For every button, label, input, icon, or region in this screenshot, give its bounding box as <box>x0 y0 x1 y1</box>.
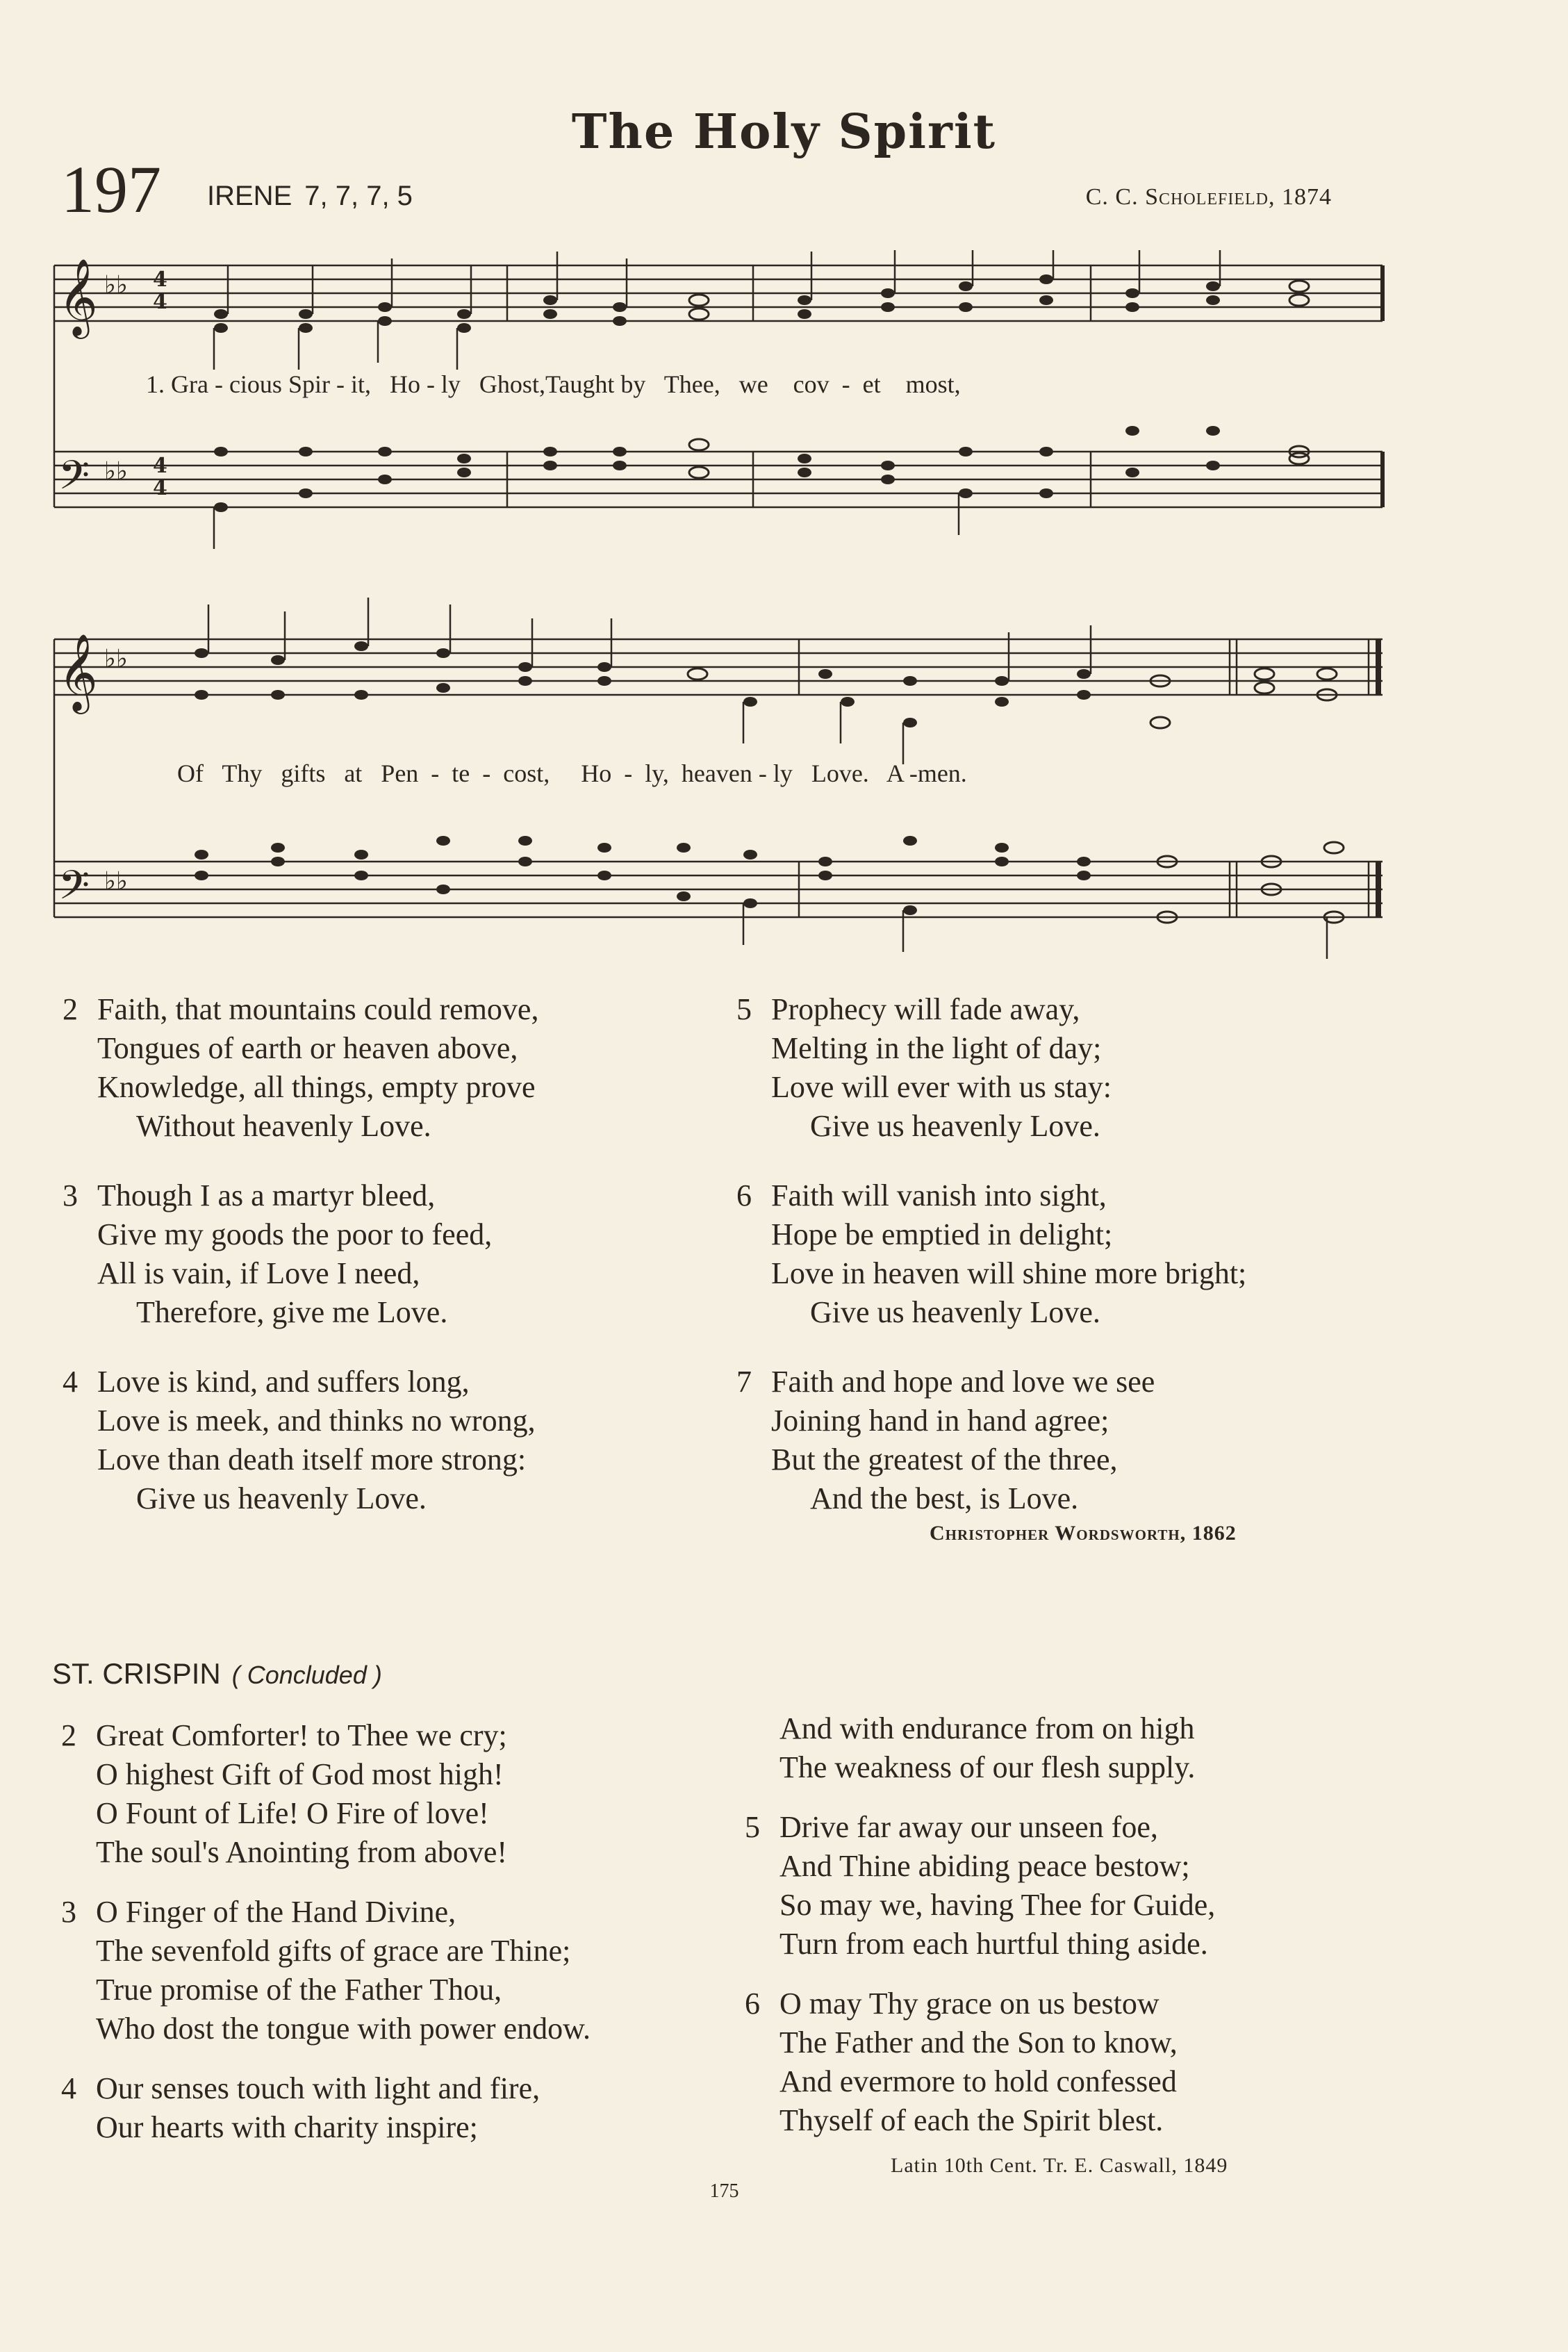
stanza-line: Give my goods the poor to feed, <box>97 1217 493 1251</box>
stanza-line: Therefore, give me Love. <box>136 1295 448 1329</box>
stanza-line: The soul's Anointing from above! <box>96 1835 508 1869</box>
tune-info <box>207 181 413 212</box>
stanza-line: Melting in the light of day; <box>771 1031 1102 1065</box>
stanza-line: O may Thy grace on us bestow <box>779 1987 1160 2021</box>
crispin-title: ST. CRISPIN <box>52 1657 221 1690</box>
tune-name: IRENE <box>207 181 292 211</box>
stanza-line: But the greatest of the three, <box>771 1442 1118 1477</box>
hymn-author: Christopher Wordsworth, 1862 <box>930 1522 1237 1545</box>
stanza <box>736 1176 1438 1332</box>
stanza-line: Give us heavenly Love. <box>136 1481 427 1515</box>
hymn-number: 197 <box>61 152 161 227</box>
stanza-line: Thyself of each the Spirit blest. <box>779 2103 1164 2137</box>
stanza-line: True promise of the Father Thou, <box>96 1973 502 2007</box>
stanza-number: 2 <box>63 992 78 1026</box>
svg-text:♭♭: ♭♭ <box>104 867 128 896</box>
stanza-line: Love will ever with us stay: <box>771 1070 1112 1104</box>
note-stems <box>208 250 1327 959</box>
stanza-line: Give us heavenly Love. <box>810 1295 1100 1329</box>
stanza-line: Prophecy will fade away, <box>771 992 1080 1026</box>
crispin-subtitle: ( Concluded ) <box>231 1661 382 1689</box>
stanza-line: Knowledge, all things, empty prove <box>97 1070 536 1104</box>
stanza <box>736 1363 1438 1518</box>
tune-meter: 7, 7, 7, 5 <box>304 181 413 211</box>
stanza-line: Faith and hope and love we see <box>771 1365 1155 1399</box>
stanza <box>61 1716 749 1872</box>
crispin-verses-left <box>61 1716 749 2168</box>
stanza-number: 4 <box>61 2071 76 2105</box>
stanza-line: All is vain, if Love I need, <box>97 1256 420 1290</box>
treble-clef-icon: 𝄞 <box>58 633 98 711</box>
bass-staff-2 <box>54 862 1383 917</box>
stanza-line: Tongues of earth or heaven above, <box>97 1031 518 1065</box>
treble-staff-1 <box>54 265 1383 321</box>
stanza-line: The weakness of our flesh supply. <box>779 1750 1196 1784</box>
composer-credit: C. C. Scholefield, 1874 <box>1085 184 1332 210</box>
stanza-number: 5 <box>745 1810 760 1844</box>
stanza-line: Hope be emptied in delight; <box>771 1217 1113 1251</box>
stanza-line: Turn from each hurtful thing aside. <box>779 1927 1208 1961</box>
stanza-number: 6 <box>745 1987 760 2021</box>
svg-text:♭♭: ♭♭ <box>104 271 128 299</box>
treble-clef-icon: 𝄞 <box>58 258 98 336</box>
page-number: 175 <box>709 2180 739 2202</box>
stanza-line: Faith, that mountains could remove, <box>97 992 539 1026</box>
stanza <box>736 990 1438 1146</box>
crispin-attribution: Latin 10th Cent. Tr. E. Caswall, 1849 <box>891 2154 1228 2177</box>
stanza-continuation <box>779 1709 1405 1787</box>
stanza-line: Joining hand in hand agree; <box>771 1404 1109 1438</box>
stanza-line: And Thine abiding peace bestow; <box>779 1849 1190 1883</box>
stanza-line: And evermore to hold confessed <box>779 2064 1177 2098</box>
stanza-line: And with endurance from on high <box>779 1711 1195 1745</box>
svg-text:4: 4 <box>153 476 167 500</box>
stanza-line: Give us heavenly Love. <box>810 1109 1100 1143</box>
bass-clef-icon: 𝄢 <box>58 452 90 509</box>
svg-text:4: 4 <box>153 454 167 478</box>
stanza-line: Our senses touch with light and fire, <box>96 2071 540 2105</box>
lyrics-system-1: 1. Gra - cious Spir - it, Ho - ly Ghost,Taught by Thee, we cov - et most, <box>146 370 961 398</box>
bass-staff-1 <box>54 452 1383 507</box>
stanza-line: Faith will vanish into sight, <box>771 1178 1107 1212</box>
svg-text:4: 4 <box>153 268 167 292</box>
lyrics-system-2: Of Thy gifts at Pen - te - cost, Ho - ly, heaven - ly Love. A -men. <box>177 759 967 787</box>
svg-text:♭♭: ♭♭ <box>104 457 128 486</box>
stanza-number: 4 <box>63 1365 78 1399</box>
stanza-number: 3 <box>63 1178 78 1212</box>
svg-text:♭♭: ♭♭ <box>104 645 128 673</box>
stanza-line: Who dost the tongue with power endow. <box>96 2012 591 2046</box>
svg-text:4: 4 <box>153 290 167 314</box>
section-title: The Holy Spirit <box>571 104 997 160</box>
stanza-line: O Finger of the Hand Divine, <box>96 1895 456 1929</box>
stanza-number: 5 <box>736 992 752 1026</box>
stanza <box>745 1808 1405 1964</box>
stanza-line: O Fount of Life! O Fire of love! <box>96 1796 489 1830</box>
stanza-line: Love is meek, and thinks no wrong, <box>97 1404 536 1438</box>
stanza-number: 6 <box>736 1178 752 1212</box>
stanza <box>63 1363 709 1518</box>
stanza-line: And the best, is Love. <box>810 1481 1079 1515</box>
stanza <box>63 1176 709 1332</box>
stanza <box>61 1893 749 2048</box>
stanza-line: Though I as a martyr bleed, <box>97 1178 436 1212</box>
stanza-line: Our hearts with charity inspire; <box>96 2110 478 2144</box>
crispin-heading <box>52 1657 382 1691</box>
stanza-number: 7 <box>736 1365 752 1399</box>
stanza <box>745 1984 1405 2140</box>
stanza-line: Love is kind, and suffers long, <box>97 1365 470 1399</box>
stanza-line: The Father and the Son to know, <box>779 2025 1178 2059</box>
music-score <box>49 250 1396 966</box>
crispin-verses-right <box>745 1709 1405 2161</box>
bass-clef-icon: 𝄢 <box>58 862 90 919</box>
stanza <box>61 2069 749 2147</box>
stanza-line: Love than death itself more strong: <box>97 1442 527 1477</box>
stanza-line: So may we, having Thee for Guide, <box>779 1888 1216 1922</box>
hymn-verses-left <box>63 990 709 1549</box>
stanza <box>63 990 709 1146</box>
treble-staff-2 <box>54 639 1383 695</box>
stanza-number: 2 <box>61 1718 76 1752</box>
stanza-line: Drive far away our unseen foe, <box>779 1810 1158 1844</box>
stanza-line: Love in heaven will shine more bright; <box>771 1256 1247 1290</box>
hymn-verses-right <box>736 990 1438 1549</box>
stanza-number: 3 <box>61 1895 76 1929</box>
stanza-line: Without heavenly Love. <box>136 1109 431 1143</box>
stanza-line: O highest Gift of God most high! <box>96 1757 504 1791</box>
stanza-line: The sevenfold gifts of grace are Thine; <box>96 1934 571 1968</box>
stanza-line: Great Comforter! to Thee we cry; <box>96 1718 507 1752</box>
